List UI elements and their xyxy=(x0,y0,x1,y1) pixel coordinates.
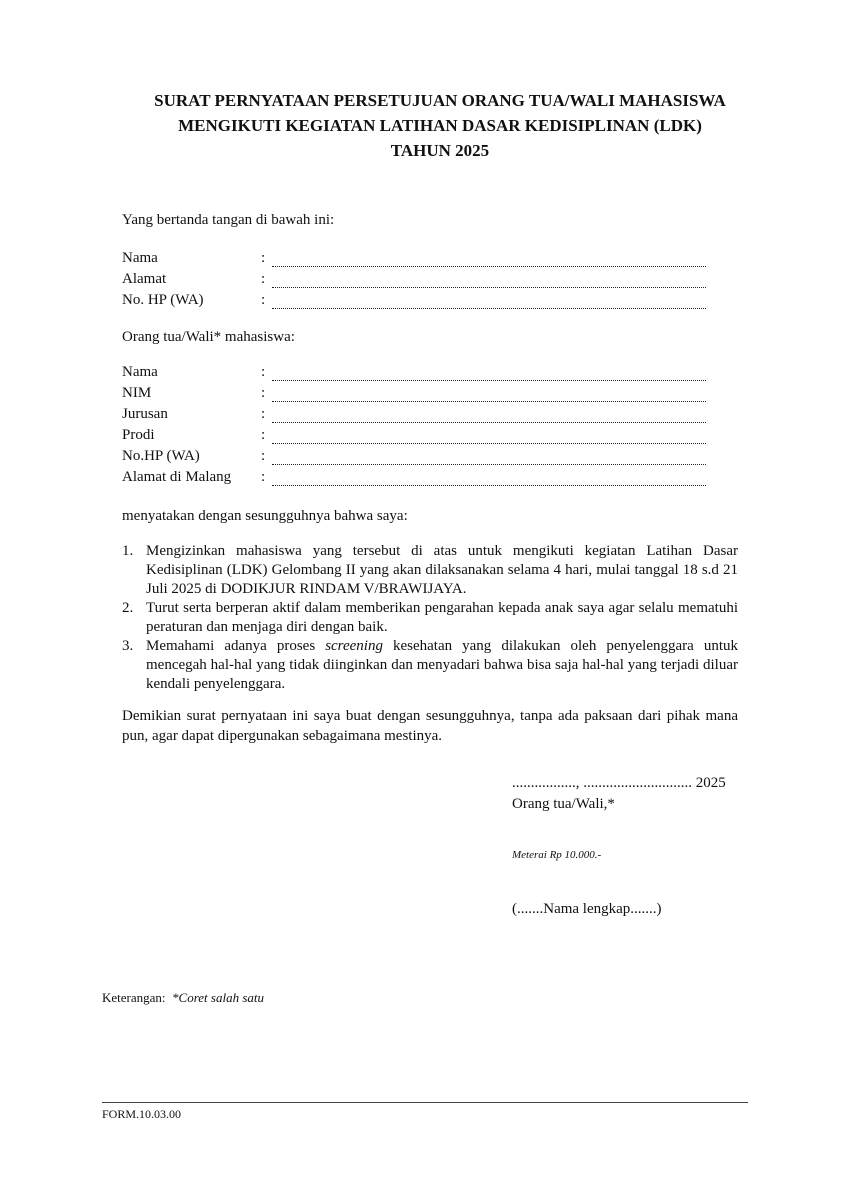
title-line-1: SURAT PERNYATAAN PERSETUJUAN ORANG TUA/WALI MAHASISWA xyxy=(154,91,726,110)
remarks xyxy=(102,990,264,1006)
fill-in-line[interactable] xyxy=(272,250,706,267)
field-label: Nama xyxy=(122,250,158,266)
statement-text: Mengizinkan mahasiswa yang tersebut di atas untuk mengikuti kegiatan Latihan Dasar Kedisiplinan (LDK) Gelombang II yang akan dilaksanakan selama 4 hari, mulai tanggal 18 s.d 21 Juli 2025 di DODIKJUR RINDAM V/BRAWIJAYA. xyxy=(146,543,738,597)
signatory-role: Orang tua/Wali,* xyxy=(512,796,615,812)
fill-in-line[interactable] xyxy=(272,448,706,465)
field-colon: : xyxy=(261,427,266,443)
title-line-2: MENGIKUTI KEGIATAN LATIHAN DASAR KEDISIPLINAN (LDK) xyxy=(178,116,702,135)
field-colon: : xyxy=(261,292,266,308)
field-colon: : xyxy=(261,250,266,266)
statement-number: 1. xyxy=(122,543,134,559)
remarks-note: *Coret salah satu xyxy=(172,990,265,1005)
field-label: No.HP (WA) xyxy=(122,448,200,464)
field-colon: : xyxy=(261,364,266,380)
intro-text: Yang bertanda tangan di bawah ini: xyxy=(122,212,335,228)
statement-text-italic: screening xyxy=(325,638,383,654)
statement-text-part: kesehatan yang dilakukan oleh penyelenggara untuk mencegah hal-hal yang tidak diinginkan dan menyadari bahwa bisa saja hal-hal yang terjadi diluar kendali penyelenggara. xyxy=(146,638,738,692)
statement-number: 3. xyxy=(122,638,134,654)
fill-in-line[interactable] xyxy=(272,406,706,423)
field-label: Alamat di Malang xyxy=(122,469,232,485)
field-row-parent-name xyxy=(122,250,712,270)
field-label: NIM xyxy=(122,385,152,401)
title-line-3: TAHUN 2025 xyxy=(390,141,490,160)
statement-item xyxy=(122,542,738,599)
fill-in-line[interactable] xyxy=(272,271,706,288)
field-colon: : xyxy=(261,271,266,287)
place-date-line[interactable]: ................., ............................. 2025 xyxy=(512,775,726,791)
document-title xyxy=(100,88,780,163)
statement-item xyxy=(122,637,738,694)
field-label: Jurusan xyxy=(122,406,168,422)
fill-in-line[interactable] xyxy=(272,292,706,309)
statement-intro-text: menyatakan dengan sesungguhnya bahwa saya: xyxy=(122,508,408,524)
remarks-label: Keterangan: xyxy=(102,990,166,1005)
statement-list xyxy=(122,542,738,694)
field-row-parent-phone xyxy=(122,292,712,312)
field-colon: : xyxy=(261,448,266,464)
field-row-student-nim xyxy=(122,385,712,405)
student-intro-text: Orang tua/Wali* mahasiswa: xyxy=(122,329,295,345)
field-label: Nama xyxy=(122,364,158,380)
field-colon: : xyxy=(261,406,266,422)
field-row-student-department xyxy=(122,406,712,426)
field-row-student-name xyxy=(122,364,712,384)
footer-divider xyxy=(102,1102,748,1103)
form-code: FORM.10.03.00 xyxy=(102,1107,182,1121)
fill-in-line[interactable] xyxy=(272,385,706,402)
closing-paragraph: Demikian surat pernyataan ini saya buat dengan sesungguhnya, tanpa ada paksaan dari pihak mana pun, agar dapat dipergunakan sebagaimana mestinya. xyxy=(122,708,738,744)
fill-in-line[interactable] xyxy=(272,469,706,486)
statement-text-part: Memahami adanya proses xyxy=(146,638,326,654)
statement-number: 2. xyxy=(122,600,134,616)
field-label: No. HP (WA) xyxy=(122,292,204,308)
field-colon: : xyxy=(261,469,266,485)
field-colon: : xyxy=(261,385,266,401)
fill-in-line[interactable] xyxy=(272,427,706,444)
statement-item xyxy=(122,599,738,637)
fill-in-line[interactable] xyxy=(272,364,706,381)
field-row-student-phone xyxy=(122,448,712,468)
field-label: Alamat xyxy=(122,271,167,287)
stamp-duty-note: Meterai Rp 10.000.- xyxy=(512,849,602,861)
field-row-parent-address xyxy=(122,271,712,291)
signatory-name[interactable]: (.......Nama lengkap.......) xyxy=(512,901,662,917)
field-row-student-address xyxy=(122,469,712,489)
field-row-student-program xyxy=(122,427,712,447)
statement-text: Turut serta berperan aktif dalam memberikan pengarahan kepada anak saya agar selalu mematuhi peraturan dan menjaga diri dengan baik. xyxy=(146,600,738,635)
field-label: Prodi xyxy=(122,427,155,443)
